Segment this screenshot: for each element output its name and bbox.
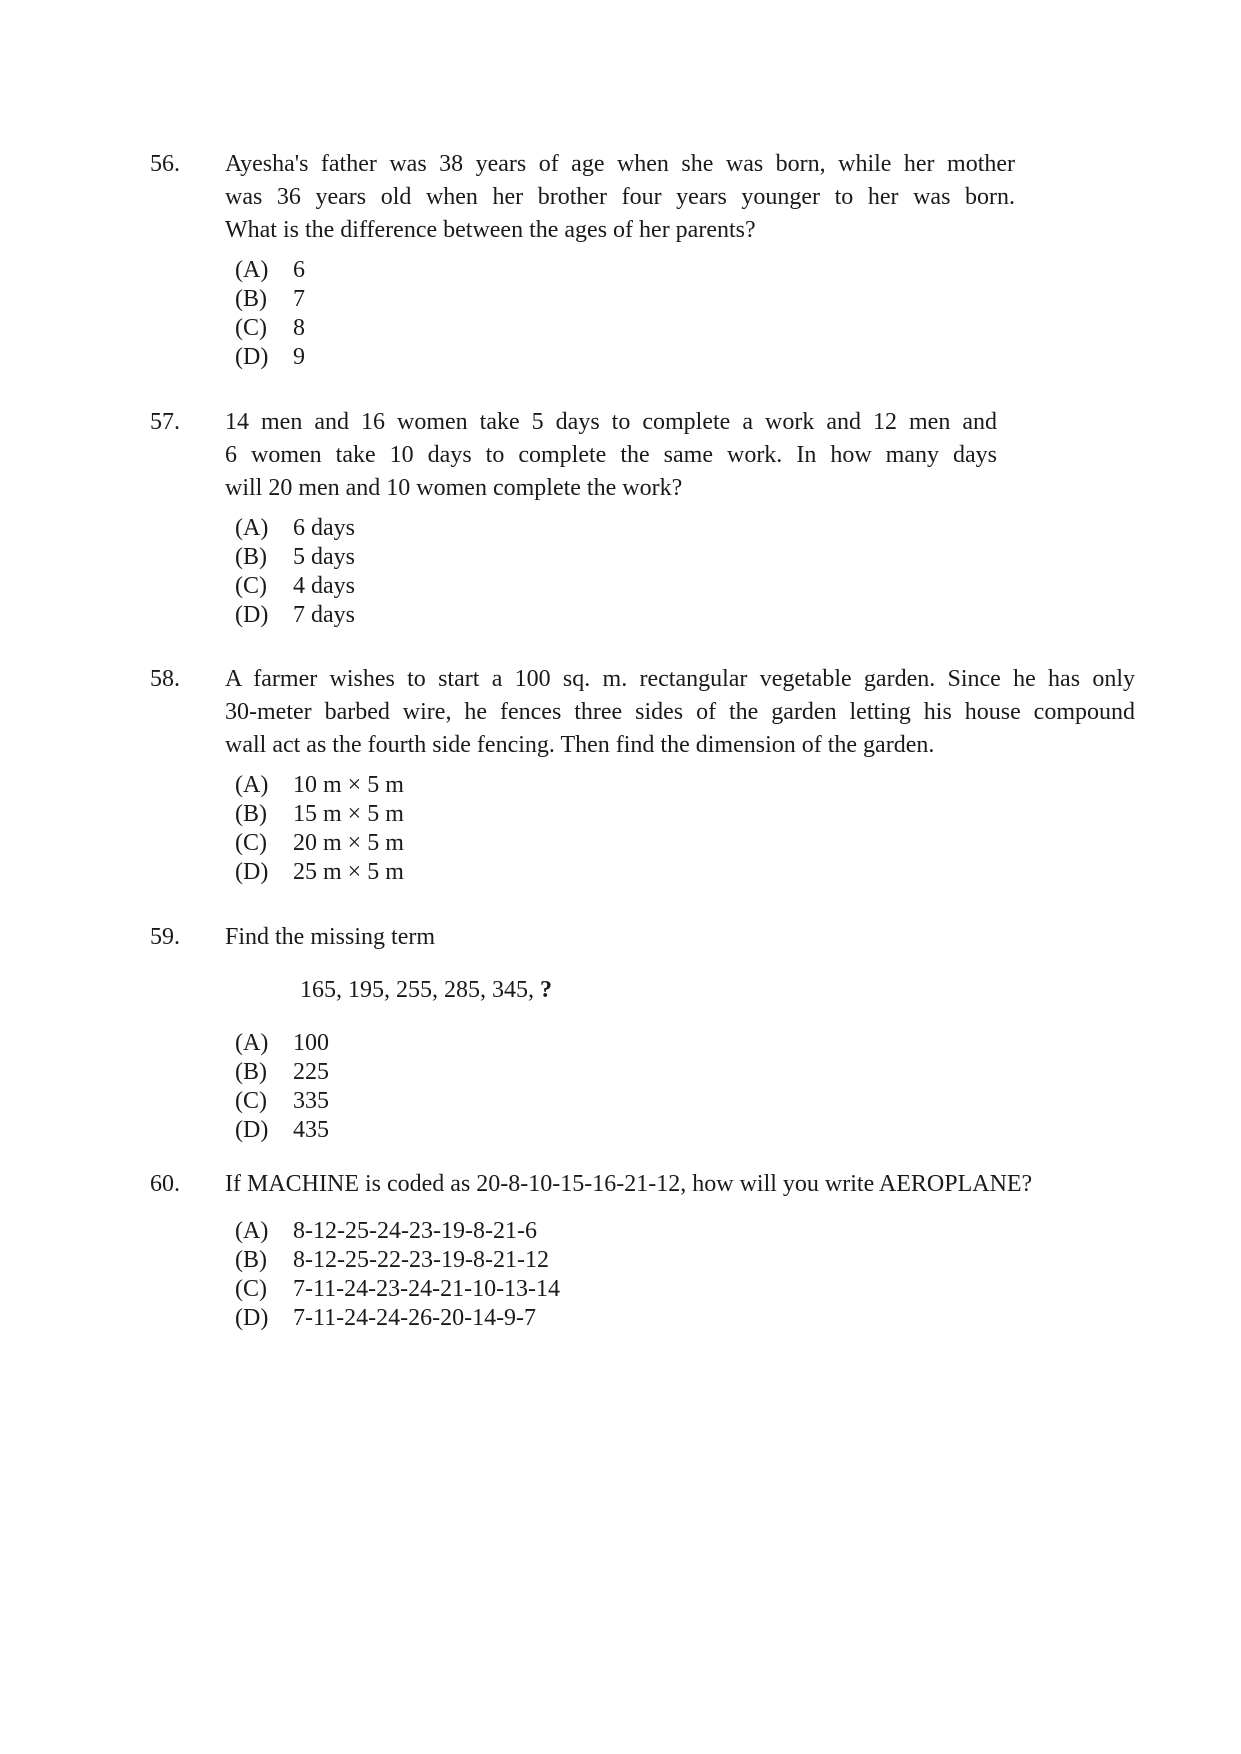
option-text: 100 bbox=[293, 1030, 329, 1056]
answer-option bbox=[235, 1217, 560, 1246]
question-line: was 36 years old when her brother four years younger to her was born. bbox=[225, 184, 1015, 210]
option-text: 225 bbox=[293, 1059, 329, 1085]
question-line: Ayesha's father was 38 years of age when she was born, while her mother bbox=[225, 151, 1015, 177]
option-text: 25 m × 5 m bbox=[293, 859, 404, 885]
option-label: (D) bbox=[235, 1117, 269, 1143]
question-number: 58. bbox=[150, 666, 180, 692]
question-text bbox=[225, 406, 997, 505]
question-line: will 20 men and 10 women complete the work? bbox=[225, 475, 683, 501]
answer-option bbox=[235, 800, 404, 829]
answer-option bbox=[235, 1058, 329, 1087]
option-label: (A) bbox=[235, 515, 269, 541]
option-label: (D) bbox=[235, 602, 269, 628]
option-text: 8 bbox=[293, 315, 305, 341]
answer-option bbox=[235, 1304, 560, 1333]
answer-option bbox=[235, 858, 404, 887]
option-label: (C) bbox=[235, 830, 267, 856]
option-label: (D) bbox=[235, 344, 269, 370]
answer-option bbox=[235, 829, 404, 858]
option-label: (C) bbox=[235, 1088, 267, 1114]
answer-option bbox=[235, 343, 305, 372]
answer-option bbox=[235, 543, 355, 572]
question-line: A farmer wishes to start a 100 sq. m. rectangular vegetable garden. Since he has only bbox=[225, 666, 1135, 692]
answer-option bbox=[235, 771, 404, 800]
answer-options bbox=[235, 256, 305, 372]
option-label: (C) bbox=[235, 1276, 267, 1302]
answer-option bbox=[235, 314, 305, 343]
option-label: (C) bbox=[235, 315, 267, 341]
option-label: (B) bbox=[235, 801, 267, 827]
option-text: 10 m × 5 m bbox=[293, 772, 404, 798]
answer-option bbox=[235, 1087, 329, 1116]
option-text: 7 days bbox=[293, 602, 355, 628]
option-text: 5 days bbox=[293, 544, 355, 570]
answer-option bbox=[235, 1275, 560, 1304]
question-text bbox=[225, 921, 825, 954]
option-text: 8-12-25-22-23-19-8-21-12 bbox=[293, 1247, 549, 1273]
option-label: (B) bbox=[235, 1247, 267, 1273]
option-text: 7 bbox=[293, 286, 305, 312]
option-text: 8-12-25-24-23-19-8-21-6 bbox=[293, 1218, 537, 1244]
option-label: (B) bbox=[235, 286, 267, 312]
number-sequence bbox=[300, 974, 552, 1007]
question-line: If MACHINE is coded as 20-8-10-15-16-21-12, how will you write AEROPLANE? bbox=[225, 1171, 1033, 1197]
answer-option bbox=[235, 601, 355, 630]
option-label: (B) bbox=[235, 544, 267, 570]
option-label: (D) bbox=[235, 1305, 269, 1331]
question-number: 57. bbox=[150, 409, 180, 435]
missing-term-marker: ? bbox=[540, 977, 552, 1003]
option-text: 335 bbox=[293, 1088, 329, 1114]
option-label: (A) bbox=[235, 257, 269, 283]
question-line: wall act as the fourth side fencing. Then find the dimension of the garden. bbox=[225, 732, 935, 758]
answer-option bbox=[235, 1029, 329, 1058]
answer-option bbox=[235, 514, 355, 543]
question-text bbox=[225, 663, 1135, 762]
option-label: (B) bbox=[235, 1059, 267, 1085]
answer-option bbox=[235, 285, 305, 314]
sequence-terms: 165, 195, 255, 285, 345, bbox=[300, 977, 540, 1003]
option-text: 9 bbox=[293, 344, 305, 370]
option-text: 6 days bbox=[293, 515, 355, 541]
option-label: (A) bbox=[235, 1218, 269, 1244]
question-number: 59. bbox=[150, 924, 180, 950]
question-line: What is the difference between the ages of her parents? bbox=[225, 217, 756, 243]
option-text: 6 bbox=[293, 257, 305, 283]
answer-option bbox=[235, 256, 305, 285]
option-text: 4 days bbox=[293, 573, 355, 599]
option-text: 7-11-24-23-24-21-10-13-14 bbox=[293, 1276, 561, 1302]
question-text bbox=[225, 148, 1015, 247]
answer-option bbox=[235, 572, 355, 601]
option-label: (D) bbox=[235, 859, 269, 885]
question-number: 56. bbox=[150, 151, 180, 177]
option-text: 20 m × 5 m bbox=[293, 830, 404, 856]
question-line: 14 men and 16 women take 5 days to complete a work and 12 men and bbox=[225, 409, 997, 435]
answer-options bbox=[235, 514, 355, 630]
option-text: 7-11-24-24-26-20-14-9-7 bbox=[293, 1305, 537, 1331]
answer-option bbox=[235, 1246, 560, 1275]
question-line: 6 women take 10 days to complete the same work. In how many days bbox=[225, 442, 997, 468]
answer-options bbox=[235, 1029, 329, 1145]
option-label: (A) bbox=[235, 1030, 269, 1056]
option-text: 435 bbox=[293, 1117, 329, 1143]
question-line: Find the missing term bbox=[225, 924, 435, 950]
answer-options bbox=[235, 771, 404, 887]
question-text bbox=[225, 1168, 1125, 1201]
option-text: 15 m × 5 m bbox=[293, 801, 404, 827]
option-label: (C) bbox=[235, 573, 267, 599]
answer-options bbox=[235, 1217, 560, 1333]
question-line: 30-meter barbed wire, he fences three sides of the garden letting his house compound bbox=[225, 699, 1135, 725]
question-number: 60. bbox=[150, 1171, 180, 1197]
option-label: (A) bbox=[235, 772, 269, 798]
answer-option bbox=[235, 1116, 329, 1145]
